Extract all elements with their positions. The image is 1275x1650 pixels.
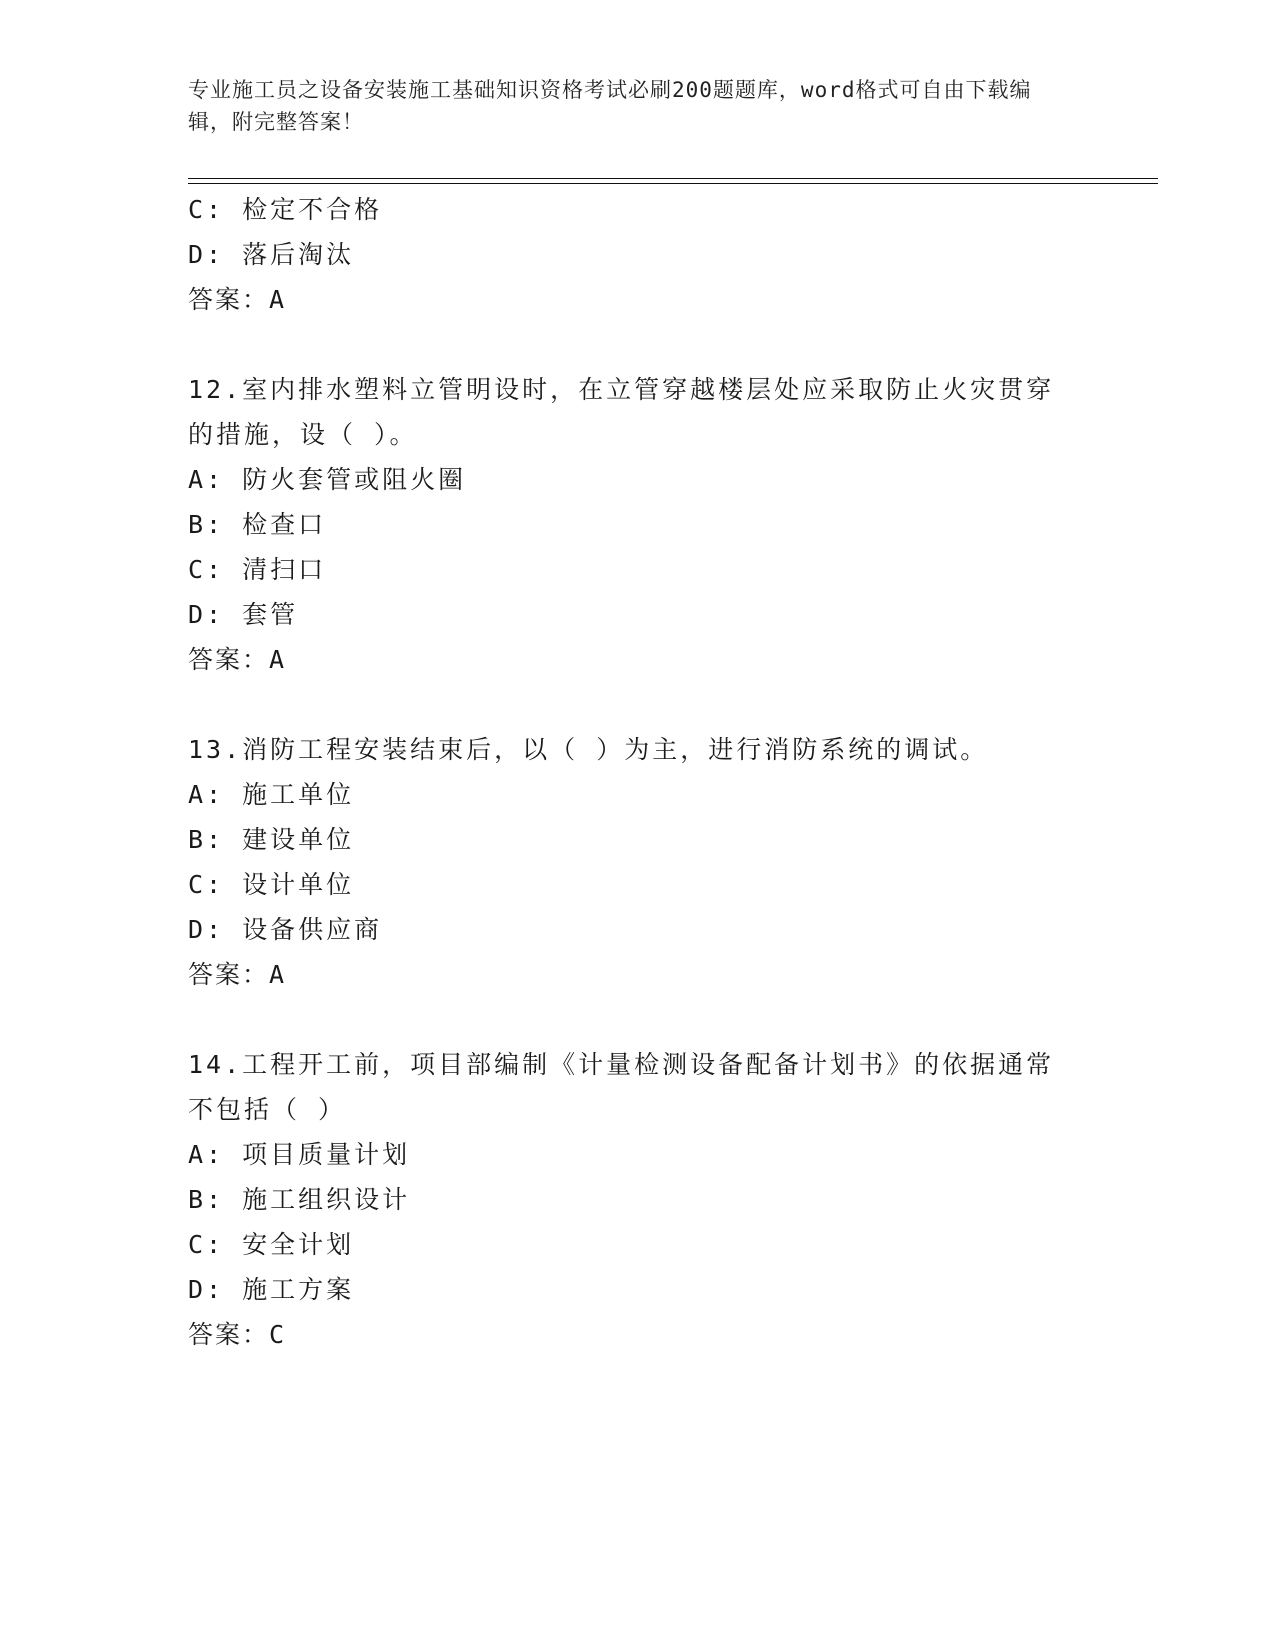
question-text: 工程开工前，项目部编制《计量检测设备配备计划书》的依据通常	[242, 1050, 1055, 1079]
question-stem-continuation: 不包括（ ）	[188, 1095, 347, 1124]
document-header: 专业施工员之设备安装施工基础知识资格考试必刷200题题库，word格式可自由下载编辑，附完整答案！	[188, 78, 1032, 134]
option-row	[188, 599, 298, 631]
option-text: 建设单位	[242, 825, 355, 854]
question-number: 12.	[188, 375, 243, 404]
option-row	[188, 509, 326, 541]
option-text: 落后淘汰	[242, 240, 355, 269]
option-row	[188, 239, 354, 271]
option-key: B:	[188, 1185, 225, 1214]
option-row	[188, 554, 326, 586]
option-row	[188, 1274, 354, 1306]
question-stem-continuation: 的措施，设（ ）。	[188, 420, 418, 449]
question-number: 13.	[188, 735, 243, 764]
answer-value: A	[269, 960, 287, 989]
option-text: 检定不合格	[242, 195, 383, 224]
option-key: A:	[188, 1140, 225, 1169]
option-key: D:	[188, 600, 225, 629]
question-text: 室内排水塑料立管明设时，在立管穿越楼层处应采取防止火灾贯穿	[242, 375, 1055, 404]
answer-line	[188, 959, 286, 991]
option-key: C:	[188, 870, 225, 899]
question-stem	[188, 374, 1054, 406]
option-row	[188, 1229, 354, 1261]
option-key: A:	[188, 780, 225, 809]
option-row	[188, 779, 354, 811]
option-key: D:	[188, 915, 225, 944]
option-key: A:	[188, 465, 225, 494]
option-key: D:	[188, 240, 225, 269]
header-divider-bottom	[188, 183, 1158, 184]
answer-line	[188, 1319, 286, 1351]
option-text: 施工方案	[242, 1275, 355, 1304]
option-row	[188, 869, 354, 901]
option-row	[188, 1184, 410, 1216]
option-row	[188, 1139, 410, 1171]
option-key: D:	[188, 1275, 225, 1304]
answer-label: 答案：	[188, 960, 270, 989]
option-row	[188, 824, 354, 856]
answer-line	[188, 644, 286, 676]
answer-value: C	[269, 1320, 287, 1349]
option-key: B:	[188, 510, 225, 539]
option-key: C:	[188, 555, 225, 584]
option-text: 检查口	[242, 510, 327, 539]
option-text: 套管	[242, 600, 299, 629]
option-text: 设计单位	[242, 870, 355, 899]
option-text: 防火套管或阻火圈	[242, 465, 467, 494]
option-text: 设备供应商	[242, 915, 383, 944]
answer-line	[188, 284, 286, 316]
header-divider-top	[188, 178, 1158, 179]
option-key: C:	[188, 1230, 225, 1259]
option-row	[188, 914, 382, 946]
option-text: 安全计划	[242, 1230, 355, 1259]
answer-label: 答案：	[188, 645, 270, 674]
answer-value: A	[269, 285, 287, 314]
question-number: 14.	[188, 1050, 243, 1079]
option-text: 项目质量计划	[242, 1140, 411, 1169]
question-text: 消防工程安装结束后，以（ ）为主，进行消防系统的调试。	[242, 735, 989, 764]
option-row	[188, 194, 382, 226]
option-key: B:	[188, 825, 225, 854]
question-stem	[188, 1049, 1054, 1081]
answer-label: 答案：	[188, 285, 270, 314]
answer-label: 答案：	[188, 1320, 270, 1349]
option-text: 施工组织设计	[242, 1185, 411, 1214]
option-text: 清扫口	[242, 555, 327, 584]
question-stem	[188, 734, 988, 766]
option-text: 施工单位	[242, 780, 355, 809]
answer-value: A	[269, 645, 287, 674]
option-row	[188, 464, 466, 496]
option-key: C:	[188, 195, 225, 224]
